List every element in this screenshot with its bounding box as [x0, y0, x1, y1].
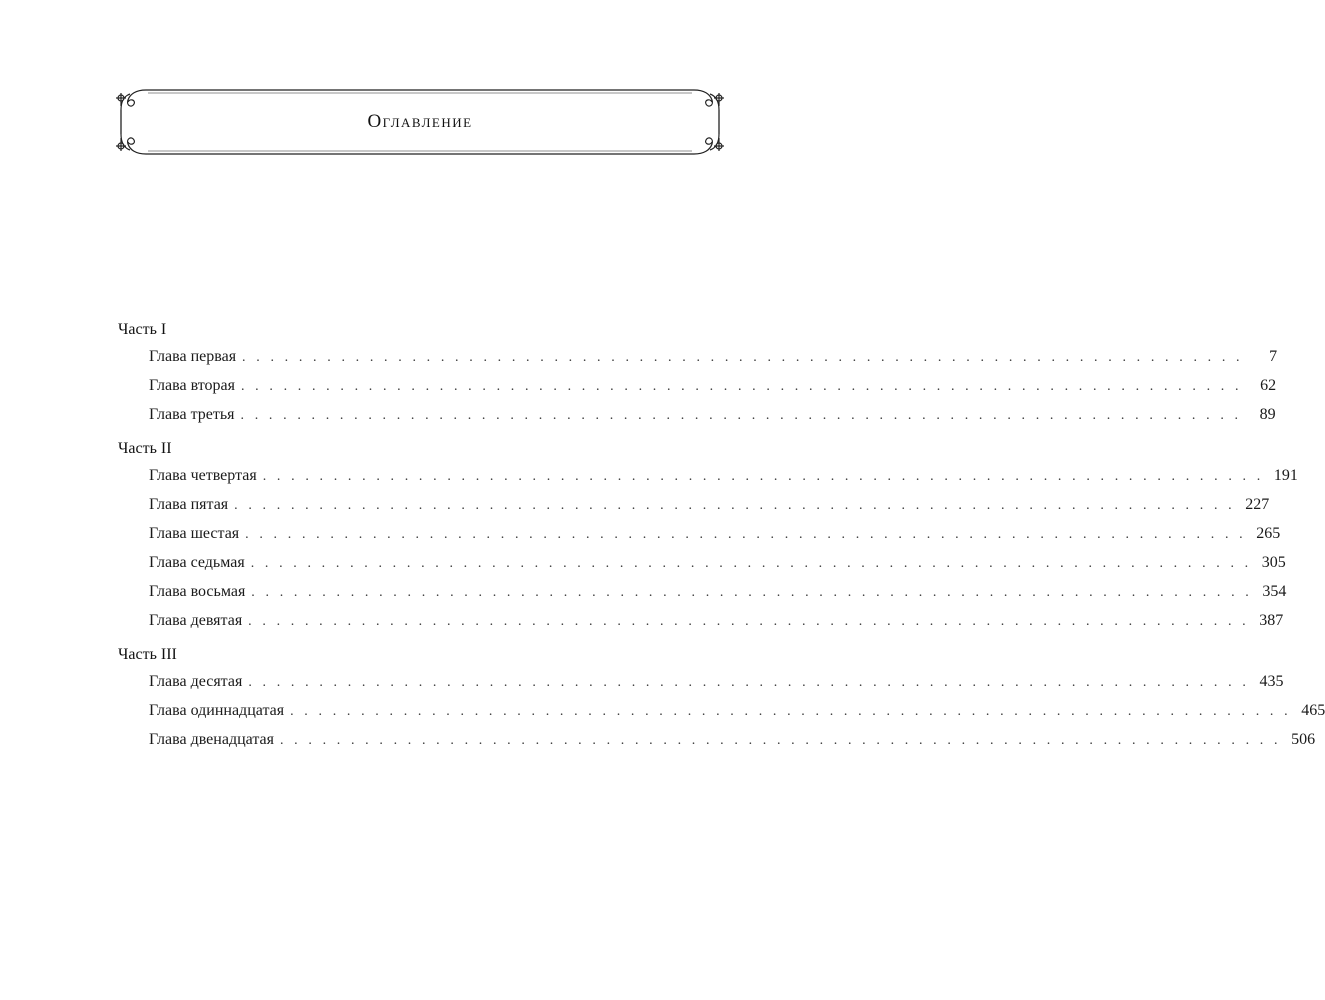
chapter-title: Глава шестая — [149, 525, 240, 542]
toc-entry — [118, 519, 1281, 548]
chapter-title: Глава третья — [149, 406, 235, 423]
chapter-title: Глава пятая — [149, 496, 229, 513]
chapter-title: Глава двенадцатая — [149, 731, 274, 748]
dot-leader: . . . . . . . . . . . . . . . . . . . . . . . . . . . . . . . . . . . . . . . . . . . . . . . . . . . . . . . . . . . . . . . . . . . . . . . — [245, 527, 1247, 542]
dot-leader: . . . . . . . . . . . . . . . . . . . . . . . . . . . . . . . . . . . . . . . . . . . . . . . . . . . . . . . . . . . . . . . . . . . . . . . — [251, 585, 1253, 600]
chapter-title: Глава первая — [149, 348, 237, 365]
toc-entry — [118, 371, 1277, 400]
toc-entry — [118, 548, 1286, 577]
dot-leader: . . . . . . . . . . . . . . . . . . . . . . . . . . . . . . . . . . . . . . . . . . . . . . . . . . . . . . . . . . . . . . . . . . . . . . . — [290, 704, 1292, 719]
toc-entry — [118, 577, 1287, 606]
title-frame — [112, 84, 728, 160]
page-number: 305 — [1261, 554, 1286, 571]
toc-entry — [118, 400, 1276, 429]
dot-leader: . . . . . . . . . . . . . . . . . . . . . . . . . . . . . . . . . . . . . . . . . . . . . . . . . . . . . . . . . . . . . . . . . . . . . . . — [248, 675, 1250, 690]
page-number: 354 — [1262, 583, 1287, 600]
chapter-title: Глава восьмая — [149, 583, 246, 600]
page-number: 506 — [1291, 731, 1316, 748]
dot-leader: . . . . . . . . . . . . . . . . . . . . . . . . . . . . . . . . . . . . . . . . . . . . . . . . . . . . . . . . . . . . . . . . . . . . . . . — [240, 408, 1242, 423]
page-number: 191 — [1273, 467, 1298, 484]
dot-leader: . . . . . . . . . . . . . . . . . . . . . . . . . . . . . . . . . . . . . . . . . . . . . . . . . . . . . . . . . . . . . . . . . . . . . . . — [250, 556, 1252, 571]
toc-entry — [118, 667, 1284, 696]
toc-entry — [118, 461, 1298, 490]
page-number: 265 — [1256, 525, 1281, 542]
chapter-title: Глава одиннадцатая — [149, 702, 285, 719]
dot-leader: . . . . . . . . . . . . . . . . . . . . . . . . . . . . . . . . . . . . . . . . . . . . . . . . . . . . . . . . . . . . . . . . . . . . . . . — [279, 733, 1282, 748]
chapter-title: Глава четвертая — [149, 467, 257, 484]
toc-entry — [118, 696, 1325, 725]
part-title: Часть II — [118, 440, 172, 457]
page-number: 387 — [1259, 612, 1284, 629]
chapter-title: Глава седьмая — [149, 554, 245, 571]
chapter-title: Глава десятая — [149, 673, 243, 690]
chapter-title: Глава вторая — [149, 377, 235, 394]
page-number: 435 — [1259, 673, 1284, 690]
dot-leader: . . . . . . . . . . . . . . . . . . . . . . . . . . . . . . . . . . . . . . . . . . . . . . . . . . . . . . . . . . . . . . . . . . . . . . . — [240, 379, 1243, 394]
toc-entry — [118, 342, 1278, 371]
toc-entry — [118, 490, 1270, 519]
page-number: 7 — [1269, 348, 1278, 365]
dot-leader: . . . . . . . . . . . . . . . . . . . . . . . . . . . . . . . . . . . . . . . . . . . . . . . . . . . . . . . . . . . . . . . . . . . . . . . — [234, 498, 1236, 513]
toc-part-1 — [118, 318, 1278, 429]
page-number: 89 — [1259, 406, 1276, 423]
page-number: 62 — [1260, 377, 1277, 394]
table-of-contents — [118, 318, 1325, 754]
dot-leader: . . . . . . . . . . . . . . . . . . . . . . . . . . . . . . . . . . . . . . . . . . . . . . . . . . . . . . . . . . . . . . . . . . . . . . . — [242, 350, 1244, 365]
page-number: 227 — [1245, 496, 1270, 513]
page-title: Оглавление — [367, 111, 473, 132]
part-title: Часть I — [118, 321, 167, 338]
toc-entry — [118, 725, 1316, 754]
part-title: Часть III — [118, 646, 177, 663]
page-number: 465 — [1301, 702, 1325, 719]
toc-entry — [118, 606, 1284, 635]
dot-leader: . . . . . . . . . . . . . . . . . . . . . . . . . . . . . . . . . . . . . . . . . . . . . . . . . . . . . . . . . . . . . . . . . . . . . . . — [262, 469, 1264, 484]
toc-part-3 — [118, 643, 1325, 754]
dot-leader: . . . . . . . . . . . . . . . . . . . . . . . . . . . . . . . . . . . . . . . . . . . . . . . . . . . . . . . . . . . . . . . . . . . . . . . — [248, 614, 1250, 629]
chapter-title: Глава девятая — [149, 612, 243, 629]
toc-part-2 — [118, 437, 1298, 635]
